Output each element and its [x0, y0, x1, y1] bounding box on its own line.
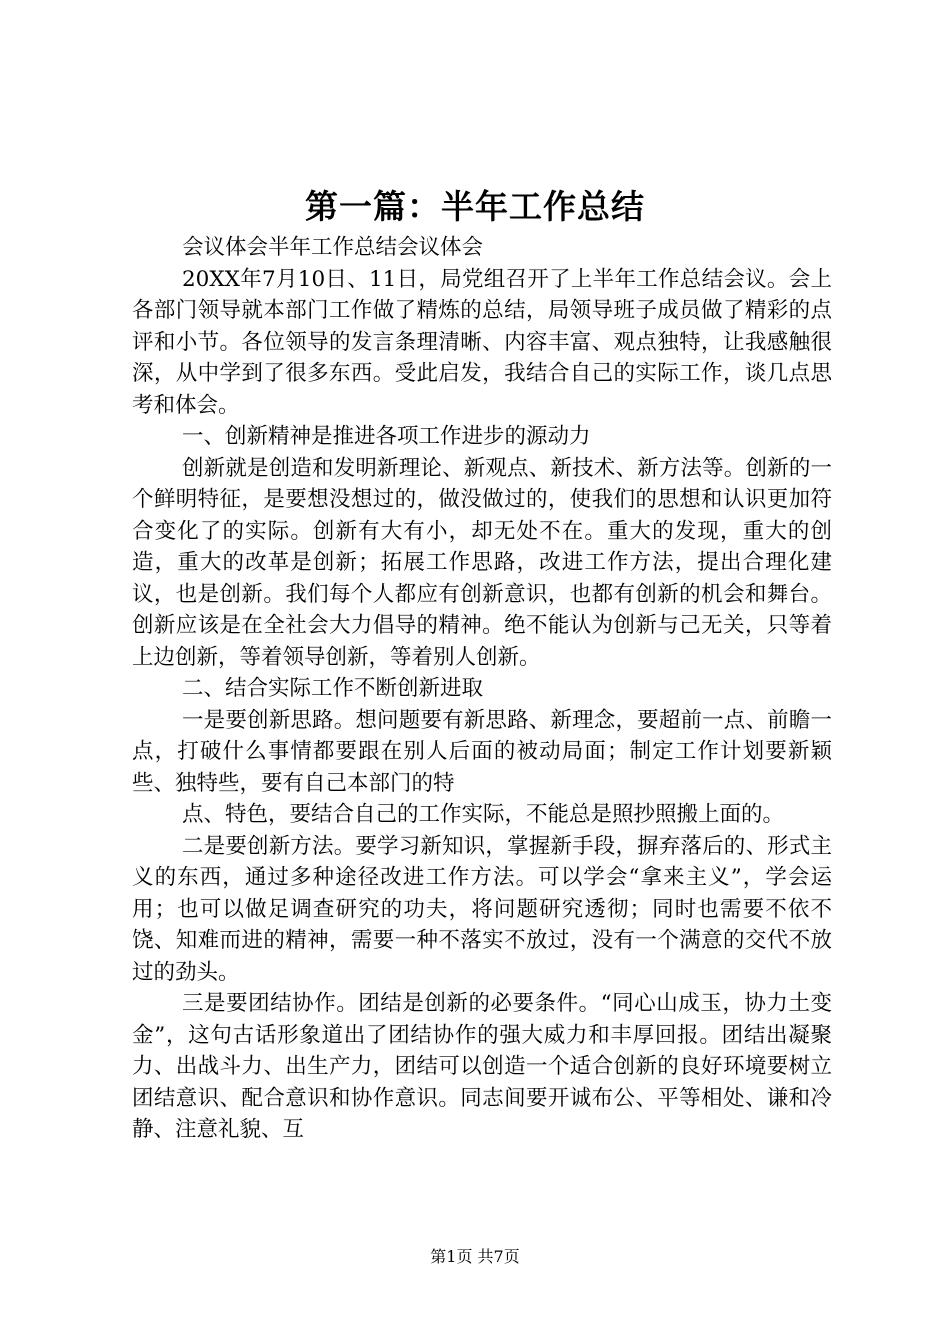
page-number-footer: 第1页 共7页: [430, 1247, 520, 1266]
document-body: [132, 232, 832, 1146]
paragraph-point-3: 三是要团结协作。团结是创新的必要条件。“同心山成玉，协力土变金”，这句古话形象道出了团结协作的强大威力和丰厚回报。团结出凝聚力、出战斗力、出生产力，团结可以创造一个适合创新的良好环境要树立团结意识、配合意识和协作意识。同志间要开诚布公、平等相处、谦和冷静、注意礼貌、互: [132, 991, 832, 1142]
paragraph-point-2: 二是要创新方法。要学习新知识，掌握新手段，摒弃落后的、形式主义的东西，通过多种途径改进工作方法。可以学会“拿来主义”，学会运用；也可以做足调查研究的功夫，将问题研究透彻；同时也需要不依不饶、知难而进的精神，需要一种不落实不放过，没有一个满意的交代不放过的劲头。: [132, 833, 832, 985]
paragraph-point-1: 一是要创新思路。想问题要有新思路、新理念，要超前一点、前瞻一点，打破什么事情都要跟在别人后面的被动局面；制定工作计划要新颖些、独特些，要有自己本部门的特: [132, 707, 832, 796]
paragraph-innovation: 创新就是创造和发明新理论、新观点、新技术、新方法等。创新的一个鲜明特征，是要想没想过的，做没做过的，使我们的思想和认识更加符合变化了的实际。创新有大有小，却无处不在。重大的发现，重大的创造，重大的改革是创新；拓展工作思路，改进工作方法，提出合理化建议，也是创新。我们每个人都应有创新意识，也都有创新的机会和舞台。创新应该是在全社会大力倡导的精神。绝不能认为创新与己无关，只等着上边创新，等着领导创新，等着别人创新。: [132, 455, 832, 670]
section-heading-2: 二、结合实际工作不断创新进取: [182, 676, 484, 701]
section-heading-1: 一、创新精神是推进各项工作进步的源动力: [182, 424, 591, 449]
document-title: 第一篇：半年工作总结: [305, 187, 645, 226]
paragraph-subtitle: 会议体会半年工作总结会议体会: [182, 235, 484, 260]
paragraph-intro: 20XX年7月10日、11日，局党组召开了上半年工作总结会议。会上各部门领导就本部门工作做了精炼的总结，局领导班子成员做了精彩的点评和小节。各位领导的发言条理清晰、内容丰富、观点独特，让我感触很深，从中学到了很多东西。受此启发，我结合自己的实际工作，谈几点思考和体会。: [132, 266, 832, 418]
paragraph-point-1-cont: 点、特色，要结合自己的工作实际，不能总是照抄照搬上面的。: [182, 802, 785, 827]
